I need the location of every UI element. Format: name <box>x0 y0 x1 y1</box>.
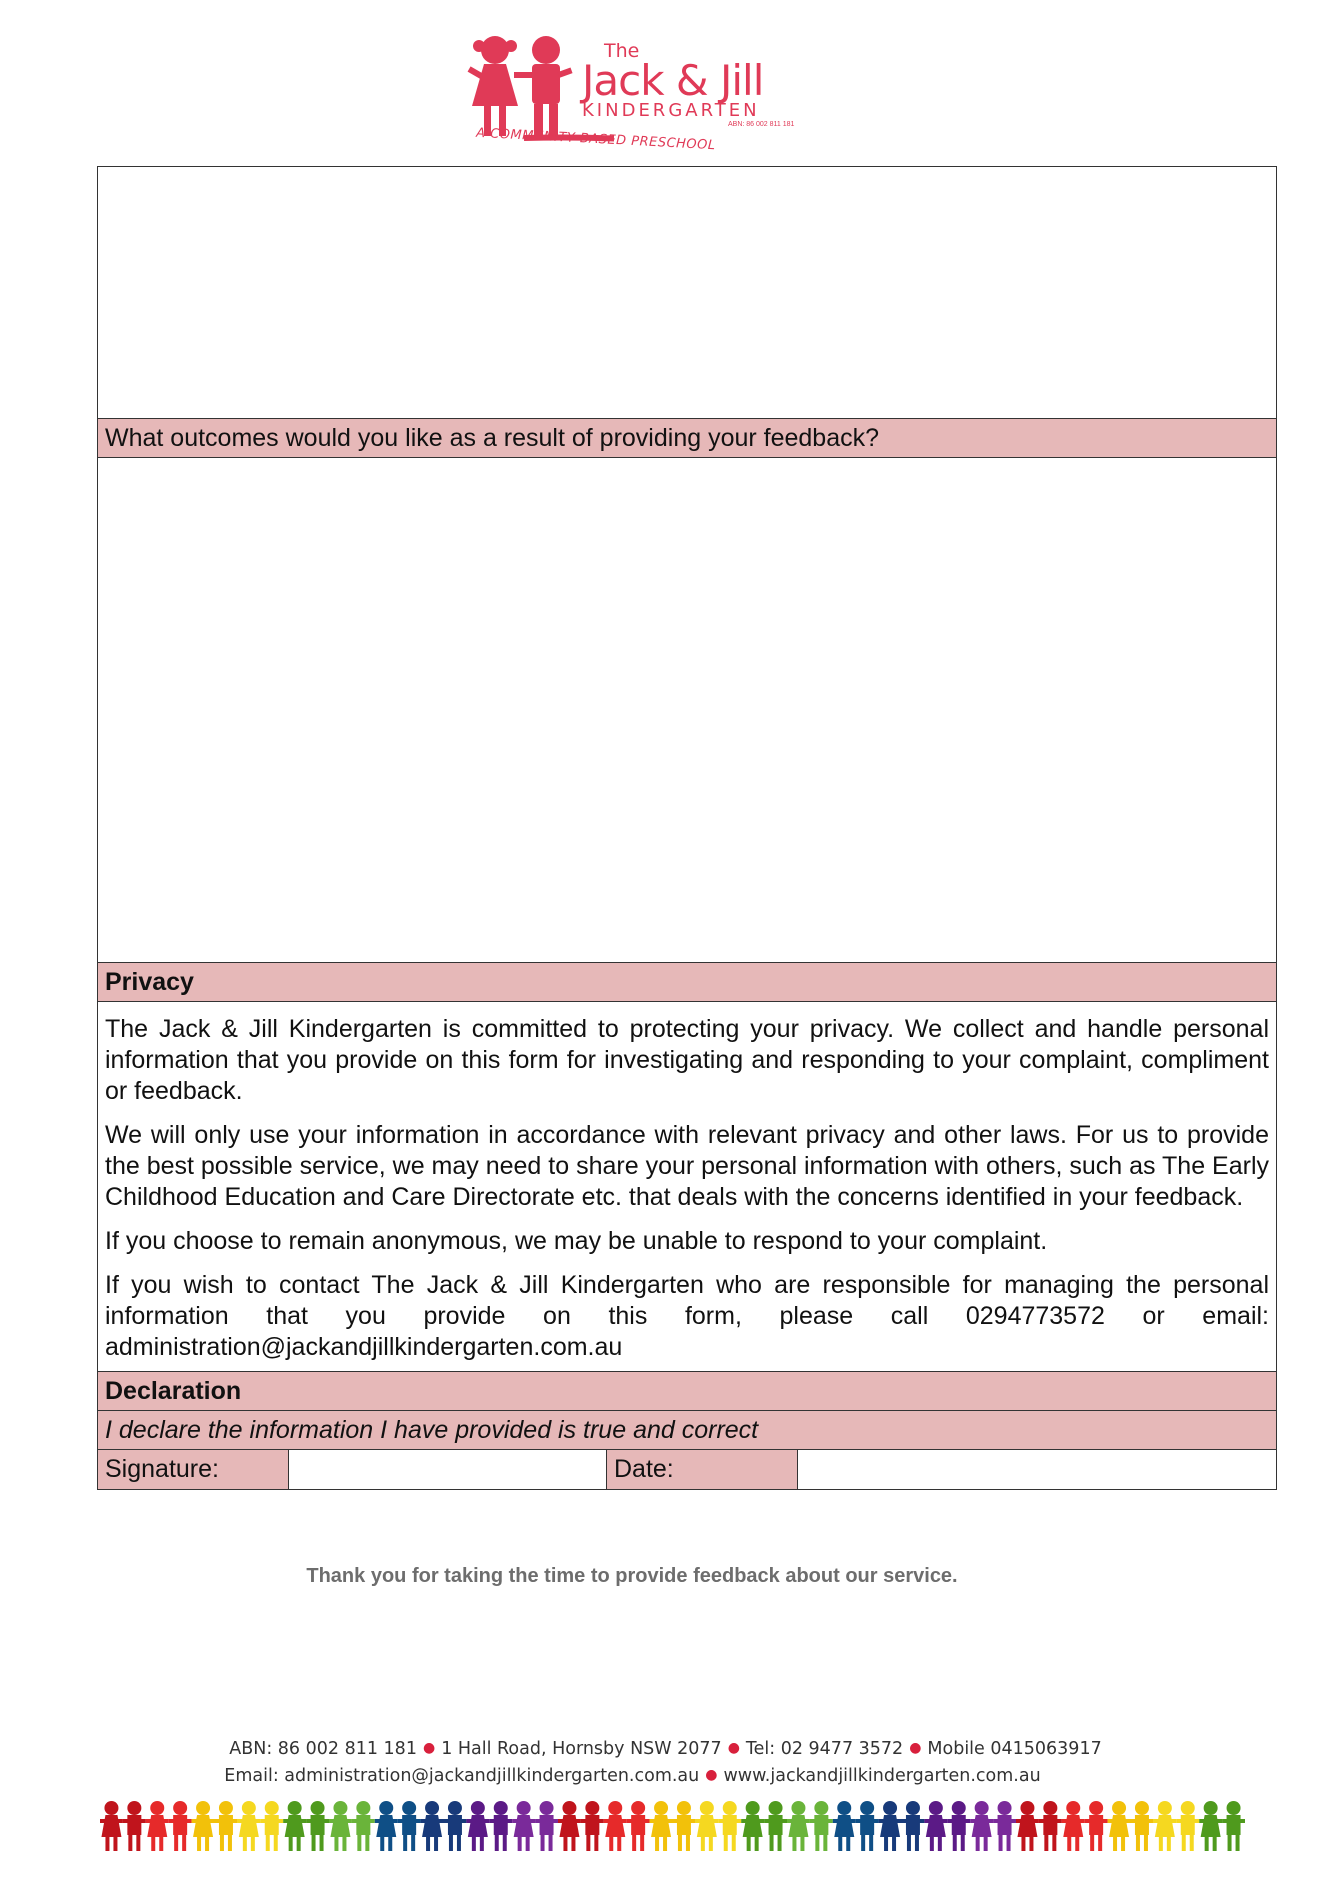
paper-doll-icon <box>512 1801 535 1851</box>
footer-contact-line-2 <box>0 1766 1298 1786</box>
previous-answer-area[interactable] <box>98 167 1276 419</box>
paper-doll-icon <box>695 1801 718 1851</box>
date-label: Date: <box>607 1450 798 1489</box>
paper-doll-icon <box>764 1801 787 1851</box>
outcomes-question: What outcomes would you like as a result of providing your feedback? <box>98 419 1276 458</box>
bullet-icon: ● <box>909 1740 922 1756</box>
paper-doll-icon <box>879 1801 902 1851</box>
thank-you-message: Thank you for taking the time to provide feedback about our service. <box>306 1565 958 1587</box>
paper-doll-icon <box>192 1801 215 1851</box>
bullet-icon: ● <box>422 1740 436 1756</box>
paper-doll-icon <box>947 1801 970 1851</box>
signature-field[interactable] <box>289 1450 607 1489</box>
paper-doll-icon <box>444 1801 467 1851</box>
logo-the: The <box>604 40 640 62</box>
paper-doll-icon <box>741 1801 764 1851</box>
paper-doll-icon <box>1176 1801 1199 1851</box>
kindergarten-logo <box>464 26 804 166</box>
paper-doll-icon <box>810 1801 833 1851</box>
paper-doll-icon <box>535 1801 558 1851</box>
declaration-heading: Declaration <box>98 1372 1276 1411</box>
paper-doll-icon <box>718 1801 741 1851</box>
privacy-paragraph: If you wish to contact The Jack & Jill Kindergarten who are responsible for managing the personal information that you provide on this form, please call 0294773572 or email: administration@jackandjillkindergarten.com.au <box>105 1271 1269 1361</box>
logo-subtitle: KINDERGARTEN <box>582 100 760 121</box>
bullet-icon: ● <box>705 1767 718 1783</box>
paper-doll-icon <box>375 1801 398 1851</box>
paper-doll-icon <box>100 1801 123 1851</box>
paper-doll-icon <box>398 1801 421 1851</box>
footer-abn: ABN: 86 002 811 181 <box>229 1739 417 1759</box>
privacy-paragraph: We will only use your information in accordance with relevant privacy and other laws. For us to provide the best possible service, we may need to share your personal information with others, such as The Early Childhood Education and Care Directorate etc. that deals with the concerns identified in your feedback. <box>105 1121 1270 1211</box>
paper-doll-icon <box>283 1801 306 1851</box>
logo-tagline: A COMMUNITY BASED PRESCHOOL <box>475 125 716 154</box>
paper-doll-icon <box>1131 1801 1154 1851</box>
paper-doll-icon <box>627 1801 650 1851</box>
date-field[interactable] <box>798 1450 1276 1489</box>
paper-doll-icon <box>489 1801 512 1851</box>
signature-label: Signature: <box>98 1450 289 1489</box>
paper-doll-icon <box>260 1801 283 1851</box>
paper-doll-icon <box>329 1801 352 1851</box>
paper-doll-icon <box>581 1801 604 1851</box>
paper-doll-icon <box>306 1801 329 1851</box>
footer-website[interactable]: www.jackandjillkindergarten.com.au <box>723 1766 1041 1786</box>
footer-tel: Tel: 02 9477 3572 <box>745 1739 904 1759</box>
paper-doll-icon <box>673 1801 696 1851</box>
logo-abn: ABN: 86 002 811 181 <box>728 121 795 128</box>
paper-doll-icon <box>902 1801 925 1851</box>
paper-doll-icon <box>146 1801 169 1851</box>
paper-doll-icon <box>1062 1801 1085 1851</box>
paper-doll-icon <box>558 1801 581 1851</box>
paper-doll-icon <box>466 1801 489 1851</box>
paper-doll-icon <box>1016 1801 1039 1851</box>
signature-row <box>98 1450 1276 1489</box>
privacy-text <box>98 1002 1276 1372</box>
paper-doll-icon <box>352 1801 375 1851</box>
paper-doll-icon <box>1222 1801 1245 1851</box>
paper-doll-icon <box>1153 1801 1176 1851</box>
paper-doll-icon <box>1085 1801 1108 1851</box>
privacy-paragraph: The Jack & Jill Kindergarten is committed to protecting your privacy. We collect and handle personal information that you provide on this form for investigating and responding to your complaint, compliment or feedback. <box>105 1015 1269 1105</box>
footer-address: 1 Hall Road, Hornsby NSW 2077 <box>441 1739 722 1759</box>
outcomes-answer-area[interactable] <box>98 458 1276 963</box>
paper-doll-icon <box>421 1801 444 1851</box>
logo-name: Jack & Jill <box>582 56 764 105</box>
privacy-paragraph: If you choose to remain anonymous, we may be unable to respond to your complaint. <box>105 1227 1048 1255</box>
paper-doll-icon <box>970 1801 993 1851</box>
privacy-heading: Privacy <box>98 963 1276 1002</box>
paper-doll-icon <box>123 1801 146 1851</box>
paper-doll-icon <box>787 1801 810 1851</box>
paper-doll-icon <box>169 1801 192 1851</box>
paper-doll-icon <box>650 1801 673 1851</box>
footer-mobile: Mobile 0415063917 <box>927 1739 1102 1759</box>
paper-doll-icon <box>604 1801 627 1851</box>
bullet-icon: ● <box>727 1740 740 1756</box>
footer-email[interactable]: Email: administration@jackandjillkindergarten.com.au <box>224 1766 700 1786</box>
paper-doll-icon <box>215 1801 238 1851</box>
paper-doll-icon <box>924 1801 947 1851</box>
paper-doll-icon <box>1108 1801 1131 1851</box>
paper-doll-icon <box>833 1801 856 1851</box>
paper-doll-icon <box>1039 1801 1062 1851</box>
footer-contact-line-1 <box>0 1739 1331 1759</box>
declaration-statement: I declare the information I have provided is true and correct <box>98 1411 1276 1450</box>
paper-doll-icon <box>856 1801 879 1851</box>
paper-doll-icon <box>237 1801 260 1851</box>
paper-doll-icon <box>1199 1801 1222 1851</box>
feedback-form <box>97 166 1277 1490</box>
paper-dolls-border-icon <box>100 1799 1245 1855</box>
paper-doll-icon <box>993 1801 1016 1851</box>
